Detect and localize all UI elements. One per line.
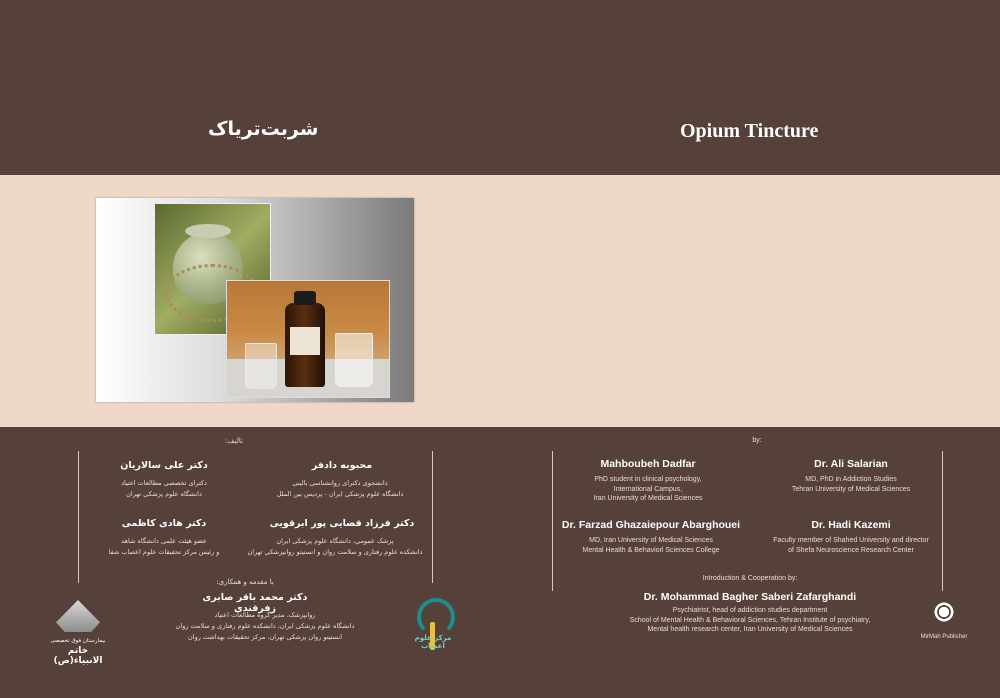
fa-intro-aff: روانپزشک، مدیر گروه مطالعات اعتیاد دانشگاه علوم پزشکی ایران، دانشکده علوم رفتاری و سلامت روان انستیتو روان پزشکی تهران، مرکز تحقیقات بهداشت روان (175, 611, 355, 641)
beaker-shape (335, 333, 373, 387)
neuroscience-ring-icon (417, 598, 455, 636)
en-intro-name: Dr. Mohammad Bagher Saberi Zafarghandi (643, 591, 857, 603)
en-author-1-aff: MD, PhD in Addiction Studies Tehran University of Medical Sciences (791, 476, 911, 493)
en-author-2-aff: PhD student in clinical psychology, International Campus, Iran University of Medical Sciences (593, 476, 703, 502)
fa-author-4-aff: پزشک عمومی، دانشگاه علوم پزشکی ایران دانشکده علوم رفتاری و سلامت روان و انستیتو روانپزشکی تهران (247, 537, 423, 556)
divider-right-outer (942, 451, 943, 591)
fa-author-4-name: دکتر فرزاد قضایی پور ابرقویی (269, 518, 415, 529)
photo-collage (96, 198, 414, 402)
fa-author-3-aff: عضو هیئت علمی دانشگاه شاهد و رئیس مرکز تحقیقات علوم اعصاب شفا (108, 537, 220, 556)
en-author-3-aff: Faculty member of Shahed University and director of Shefa Neuroscience Research Center (773, 537, 929, 554)
fa-intro-label: با مقدمه و همکاری: (216, 578, 274, 586)
fa-intro-name: دکتر محمد باقر صابری زفرقندی (202, 592, 308, 614)
fa-author-1-aff: دکترای تخصصی مطالعات اعتیاد دانشگاه علوم پزشکی تهران (121, 479, 207, 498)
publisher-name: MirMah Publisher (920, 634, 968, 640)
fa-author-1-name: دکتر علی سالاریان (120, 460, 208, 471)
hospital-logo (49, 598, 107, 666)
bottle-cap-shape (294, 291, 316, 305)
divider-right-inner (552, 451, 553, 591)
neuroscience-center-logo (414, 598, 452, 654)
en-intro-label: Introduction & Cooperation by: (702, 575, 798, 582)
hospital-caption: بیمارستان فوق تخصصی (50, 638, 106, 644)
divider-left-outer (78, 451, 79, 583)
title-persian: شربت‌تریاک (208, 118, 319, 140)
en-author-3-name: Dr. Hadi Kazemi (811, 519, 891, 531)
title-english: Opium Tincture (680, 120, 819, 142)
publisher-logo (918, 600, 970, 644)
en-intro-aff: Psychiatrist, head of addiction studies department School of Mental Health & Behavioral Sciences, Tehran Institute of psychiatry, Mental health research center, Iran University of Medical Sciences (629, 607, 871, 633)
sun-icon (932, 600, 956, 624)
en-author-4-aff: MD, Iran University of Medical Sciences Mental Health & Behaviorl Sciences College (582, 537, 720, 554)
persian-by-label: تالیف: (225, 437, 243, 445)
poppy-crown-shape (185, 224, 231, 238)
en-author-4-name: Dr. Farzad Ghazaiepour Abarghouei (561, 519, 741, 531)
fa-author-2-aff: دانشجوی دکترای روانشناسی بالینی دانشگاه علوم پزشکی ایران - پردیس بین الملل (276, 479, 404, 498)
english-by-label: by: (752, 437, 762, 444)
top-band (0, 0, 1000, 175)
en-author-1-name: Dr. Ali Salarian (814, 458, 888, 470)
bottle-label-shape (290, 327, 320, 355)
neuroscience-logo-text: مرکز علوم اعصاب (414, 634, 452, 650)
hospital-emblem-icon (56, 600, 100, 632)
tincture-bottle-photo (226, 280, 390, 398)
hospital-name: خاتم الانبیاء(ص) (53, 646, 103, 666)
divider-left-inner (432, 451, 433, 583)
fa-author-3-name: دکتر هادی کاظمی (121, 518, 207, 529)
fa-author-2-name: محبوبه دادفر (311, 460, 373, 471)
en-author-2-name: Mahboubeh Dadfar (600, 458, 696, 470)
beaker-small-shape (245, 343, 277, 389)
